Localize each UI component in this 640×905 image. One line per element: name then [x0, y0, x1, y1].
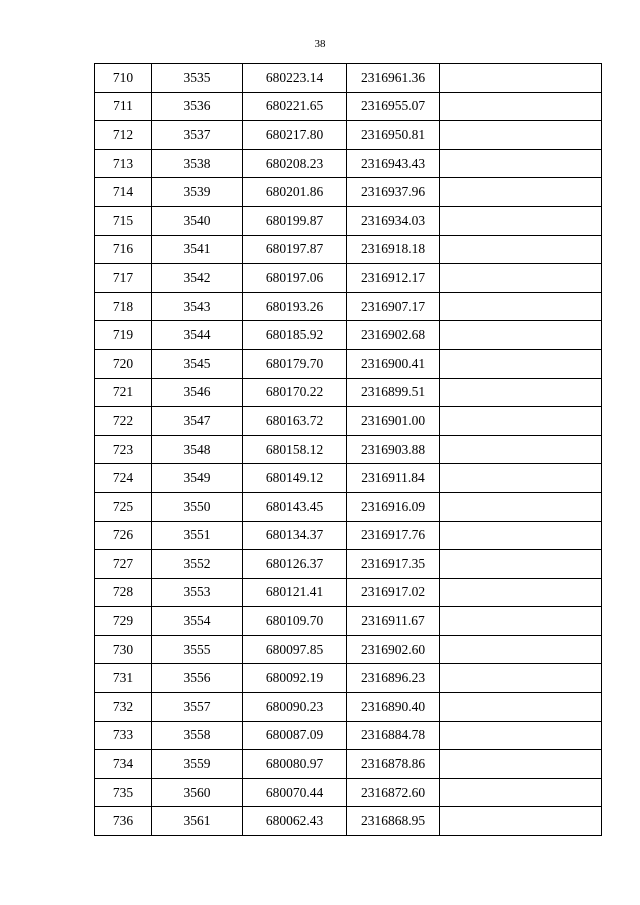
table-row — [95, 578, 602, 607]
x-coordinate-cell: 680087.09 — [243, 721, 347, 750]
row-index-cell: 722 — [95, 407, 152, 436]
point-number-cell: 3551 — [152, 521, 243, 550]
table-row — [95, 407, 602, 436]
y-coordinate-cell: 2316961.36 — [347, 64, 440, 93]
table-row — [95, 264, 602, 293]
x-coordinate-cell: 680193.26 — [243, 292, 347, 321]
table-row — [95, 550, 602, 579]
y-coordinate-cell: 2316934.03 — [347, 206, 440, 235]
point-number-cell: 3546 — [152, 378, 243, 407]
x-coordinate-cell: 680199.87 — [243, 206, 347, 235]
y-coordinate-cell: 2316918.18 — [347, 235, 440, 264]
row-index-cell: 719 — [95, 321, 152, 350]
y-coordinate-cell: 2316911.84 — [347, 464, 440, 493]
table-row — [95, 664, 602, 693]
y-coordinate-cell: 2316872.60 — [347, 778, 440, 807]
x-coordinate-cell: 680121.41 — [243, 578, 347, 607]
row-index-cell: 721 — [95, 378, 152, 407]
y-coordinate-cell: 2316955.07 — [347, 92, 440, 121]
table-row — [95, 464, 602, 493]
row-index-cell: 724 — [95, 464, 152, 493]
y-coordinate-cell: 2316884.78 — [347, 721, 440, 750]
row-index-cell: 731 — [95, 664, 152, 693]
table-row — [95, 607, 602, 636]
table-row — [95, 435, 602, 464]
note-cell — [440, 121, 602, 150]
table-row — [95, 693, 602, 722]
y-coordinate-cell: 2316950.81 — [347, 121, 440, 150]
x-coordinate-cell: 680062.43 — [243, 807, 347, 836]
x-coordinate-cell: 680092.19 — [243, 664, 347, 693]
point-number-cell: 3558 — [152, 721, 243, 750]
row-index-cell: 715 — [95, 206, 152, 235]
row-index-cell: 727 — [95, 550, 152, 579]
point-number-cell: 3537 — [152, 121, 243, 150]
table-row — [95, 321, 602, 350]
y-coordinate-cell: 2316902.60 — [347, 635, 440, 664]
note-cell — [440, 64, 602, 93]
point-number-cell: 3536 — [152, 92, 243, 121]
table-row — [95, 292, 602, 321]
point-number-cell: 3557 — [152, 693, 243, 722]
row-index-cell: 736 — [95, 807, 152, 836]
x-coordinate-cell: 680143.45 — [243, 492, 347, 521]
point-number-cell: 3535 — [152, 64, 243, 93]
y-coordinate-cell: 2316901.00 — [347, 407, 440, 436]
x-coordinate-cell: 680149.12 — [243, 464, 347, 493]
x-coordinate-cell: 680170.22 — [243, 378, 347, 407]
coordinates-table — [94, 63, 602, 836]
note-cell — [440, 807, 602, 836]
point-number-cell: 3554 — [152, 607, 243, 636]
point-number-cell: 3541 — [152, 235, 243, 264]
note-cell — [440, 693, 602, 722]
y-coordinate-cell: 2316907.17 — [347, 292, 440, 321]
table-row — [95, 635, 602, 664]
y-coordinate-cell: 2316916.09 — [347, 492, 440, 521]
page-number: 38 — [314, 38, 326, 50]
table-row — [95, 235, 602, 264]
note-cell — [440, 92, 602, 121]
note-cell — [440, 321, 602, 350]
note-cell — [440, 349, 602, 378]
point-number-cell: 3555 — [152, 635, 243, 664]
point-number-cell: 3545 — [152, 349, 243, 378]
x-coordinate-cell: 680208.23 — [243, 149, 347, 178]
x-coordinate-cell: 680185.92 — [243, 321, 347, 350]
point-number-cell: 3559 — [152, 750, 243, 779]
y-coordinate-cell: 2316903.88 — [347, 435, 440, 464]
x-coordinate-cell: 680179.70 — [243, 349, 347, 378]
table-row — [95, 64, 602, 93]
note-cell — [440, 521, 602, 550]
y-coordinate-cell: 2316943.43 — [347, 149, 440, 178]
note-cell — [440, 721, 602, 750]
table-row — [95, 178, 602, 207]
y-coordinate-cell: 2316911.67 — [347, 607, 440, 636]
note-cell — [440, 206, 602, 235]
table-row — [95, 349, 602, 378]
note-cell — [440, 664, 602, 693]
table-row — [95, 721, 602, 750]
note-cell — [440, 578, 602, 607]
x-coordinate-cell: 680097.85 — [243, 635, 347, 664]
table-row — [95, 778, 602, 807]
row-index-cell: 729 — [95, 607, 152, 636]
y-coordinate-cell: 2316937.96 — [347, 178, 440, 207]
table-row — [95, 521, 602, 550]
note-cell — [440, 407, 602, 436]
point-number-cell: 3547 — [152, 407, 243, 436]
table-row — [95, 92, 602, 121]
row-index-cell: 710 — [95, 64, 152, 93]
note-cell — [440, 778, 602, 807]
note-cell — [440, 492, 602, 521]
row-index-cell: 734 — [95, 750, 152, 779]
y-coordinate-cell: 2316902.68 — [347, 321, 440, 350]
x-coordinate-cell: 680217.80 — [243, 121, 347, 150]
row-index-cell: 712 — [95, 121, 152, 150]
point-number-cell: 3553 — [152, 578, 243, 607]
y-coordinate-cell: 2316878.86 — [347, 750, 440, 779]
point-number-cell: 3550 — [152, 492, 243, 521]
x-coordinate-cell: 680201.86 — [243, 178, 347, 207]
x-coordinate-cell: 680158.12 — [243, 435, 347, 464]
row-index-cell: 716 — [95, 235, 152, 264]
y-coordinate-cell: 2316896.23 — [347, 664, 440, 693]
x-coordinate-cell: 680090.23 — [243, 693, 347, 722]
point-number-cell: 3542 — [152, 264, 243, 293]
y-coordinate-cell: 2316890.40 — [347, 693, 440, 722]
point-number-cell: 3544 — [152, 321, 243, 350]
x-coordinate-cell: 680080.97 — [243, 750, 347, 779]
x-coordinate-cell: 680221.65 — [243, 92, 347, 121]
point-number-cell: 3548 — [152, 435, 243, 464]
point-number-cell: 3543 — [152, 292, 243, 321]
y-coordinate-cell: 2316912.17 — [347, 264, 440, 293]
x-coordinate-cell: 680197.06 — [243, 264, 347, 293]
row-index-cell: 717 — [95, 264, 152, 293]
table-row — [95, 807, 602, 836]
x-coordinate-cell: 680197.87 — [243, 235, 347, 264]
table-row — [95, 492, 602, 521]
note-cell — [440, 464, 602, 493]
x-coordinate-cell: 680223.14 — [243, 64, 347, 93]
point-number-cell: 3561 — [152, 807, 243, 836]
y-coordinate-cell: 2316868.95 — [347, 807, 440, 836]
note-cell — [440, 378, 602, 407]
table-row — [95, 206, 602, 235]
table-body — [95, 64, 602, 836]
table-row — [95, 121, 602, 150]
x-coordinate-cell: 680109.70 — [243, 607, 347, 636]
row-index-cell: 723 — [95, 435, 152, 464]
note-cell — [440, 550, 602, 579]
point-number-cell: 3540 — [152, 206, 243, 235]
note-cell — [440, 292, 602, 321]
row-index-cell: 725 — [95, 492, 152, 521]
y-coordinate-cell: 2316917.76 — [347, 521, 440, 550]
note-cell — [440, 750, 602, 779]
note-cell — [440, 235, 602, 264]
y-coordinate-cell: 2316917.02 — [347, 578, 440, 607]
point-number-cell: 3549 — [152, 464, 243, 493]
y-coordinate-cell: 2316900.41 — [347, 349, 440, 378]
row-index-cell: 718 — [95, 292, 152, 321]
x-coordinate-cell: 680134.37 — [243, 521, 347, 550]
note-cell — [440, 435, 602, 464]
note-cell — [440, 264, 602, 293]
point-number-cell: 3560 — [152, 778, 243, 807]
point-number-cell: 3538 — [152, 149, 243, 178]
row-index-cell: 713 — [95, 149, 152, 178]
row-index-cell: 730 — [95, 635, 152, 664]
note-cell — [440, 607, 602, 636]
x-coordinate-cell: 680163.72 — [243, 407, 347, 436]
point-number-cell: 3556 — [152, 664, 243, 693]
note-cell — [440, 178, 602, 207]
table-row — [95, 149, 602, 178]
row-index-cell: 728 — [95, 578, 152, 607]
row-index-cell: 711 — [95, 92, 152, 121]
note-cell — [440, 149, 602, 178]
row-index-cell: 726 — [95, 521, 152, 550]
y-coordinate-cell: 2316899.51 — [347, 378, 440, 407]
x-coordinate-cell: 680126.37 — [243, 550, 347, 579]
point-number-cell: 3552 — [152, 550, 243, 579]
y-coordinate-cell: 2316917.35 — [347, 550, 440, 579]
table-row — [95, 750, 602, 779]
row-index-cell: 735 — [95, 778, 152, 807]
x-coordinate-cell: 680070.44 — [243, 778, 347, 807]
table-row — [95, 378, 602, 407]
row-index-cell: 732 — [95, 693, 152, 722]
note-cell — [440, 635, 602, 664]
point-number-cell: 3539 — [152, 178, 243, 207]
row-index-cell: 714 — [95, 178, 152, 207]
row-index-cell: 733 — [95, 721, 152, 750]
row-index-cell: 720 — [95, 349, 152, 378]
